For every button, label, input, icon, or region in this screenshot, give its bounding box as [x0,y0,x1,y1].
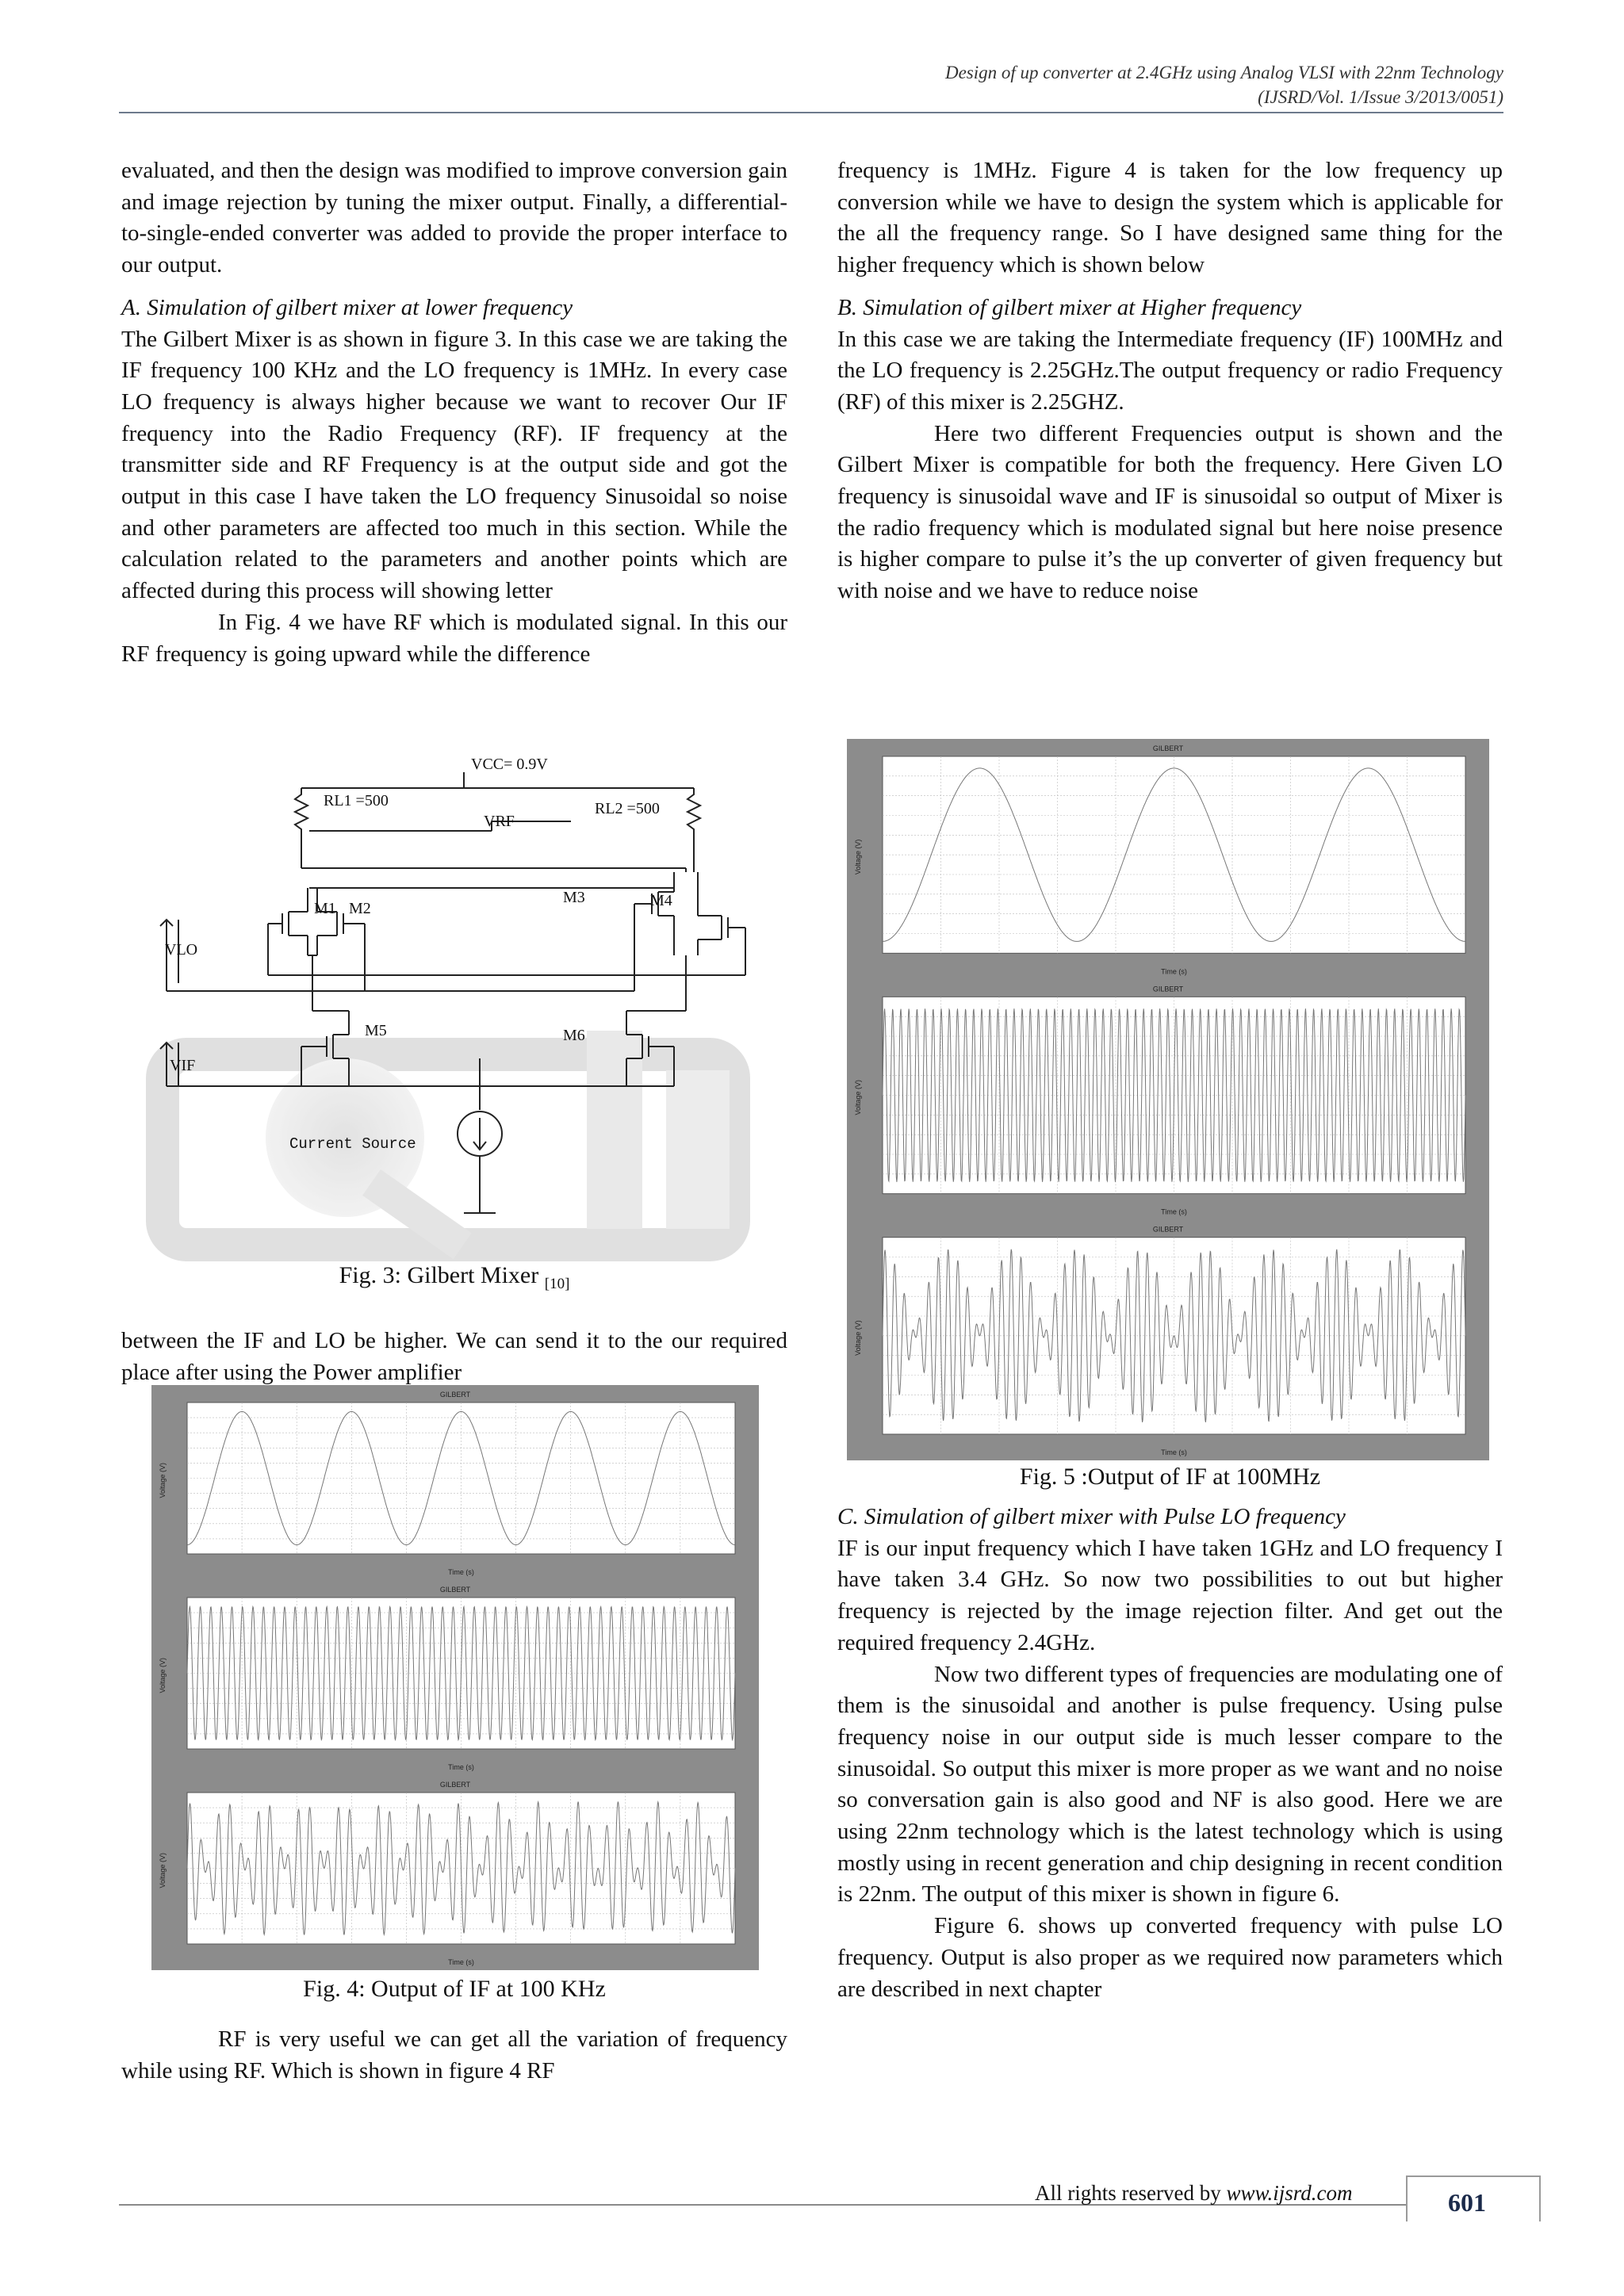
figure-3-reference: [10] [544,1276,570,1292]
left-column-middle [121,1326,787,1388]
label-m5: M5 [365,1022,387,1039]
footer-rights [1035,2181,1352,2206]
label-m2: M2 [349,900,371,917]
figure-5-plots [847,739,1489,1460]
right-paragraph-3: Here two different Frequencies output is shown and the Gilbert Mixer is compatible for both the frequency. Here Given LO frequency is sinusoidal wave and IF is sinusoidal so output of Mixer is the radio frequency which is modulated signal but here noise presence is higher compare to pulse it’s the up converter of given frequency but with noise and we have to reduce noise [837,420,1503,604]
section-c-heading: C. Simulation of gilbert mixer with Pulse LO frequency [837,1504,1346,1529]
x-axis-label: Time (s) [1161,1207,1187,1216]
y-axis-label: Voltage (V) [159,1852,167,1888]
header-title: Design of up converter at 2.4GHz using Analog VLSI with 22nm Technology [944,63,1503,82]
section-a-heading: A. Simulation of gilbert mixer at lower frequency [121,294,573,320]
waveform-panel [159,1781,735,1966]
right-paragraph-1: frequency is 1MHz. Figure 4 is taken for the low frequency up conversion while we have to design the system which is applicable for the all the frequency range. So I have designed same thing for the higher frequency which is shown below [837,158,1503,278]
y-axis-label: Voltage (V) [854,1320,862,1356]
figure-4-caption: Fig. 4: Output of IF at 100 KHz [303,1976,606,2002]
left-paragraph-1: evaluated, and then the design was modified to improve conversion gain and image rejection by tuning the mixer output. Finally, a differential-to-single-ended converter was added to provide the proper interface to our output. [121,158,787,278]
x-axis-label: Time (s) [1161,1448,1187,1456]
plot-title: GILBERT [1152,985,1184,993]
left-paragraph-3: In Fig. 4 we have RF which is modulated signal. In this our RF frequency is going upward while the difference [121,609,787,667]
plot-title: GILBERT [1152,1225,1184,1234]
plot-title: GILBERT [439,1391,471,1399]
plot-title: GILBERT [439,1781,471,1789]
y-axis-label: Voltage (V) [159,1462,167,1498]
plot-title: GILBERT [439,1586,471,1594]
section-b-heading: B. Simulation of gilbert mixer at Higher frequency [837,294,1302,320]
label-current-source: Current Source [289,1135,416,1153]
header-issue: (IJSRD/Vol. 1/Issue 3/2013/0051) [1258,87,1503,107]
label-m4: M4 [650,892,672,909]
waveform-panel [854,985,1465,1215]
figure-3-caption-text: Fig. 3: Gilbert Mixer [339,1262,539,1288]
label-vcc: VCC= 0.9V [471,756,548,773]
watermark-logo [163,1031,733,1259]
waveform-panel [854,1226,1465,1456]
label-rl1: RL1 =500 [324,792,389,809]
footer-text: All rights reserved by [1035,2181,1227,2205]
figure-4-plots [151,1385,759,1970]
x-axis-label: Time (s) [448,1763,474,1771]
y-axis-label: Voltage (V) [854,1079,862,1115]
x-axis-label: Time (s) [1161,967,1187,976]
footer-site-link[interactable]: www.ijsrd.com [1226,2181,1353,2205]
right-paragraph-6: Figure 6. shows up converted frequency with pulse LO frequency. Output is also proper as we required now parameters which are described in next chapter [837,1913,1503,2002]
waveform-panel [854,744,1465,975]
figure-3-gilbert-mixer [119,737,841,1316]
label-vrf: VRF [484,813,515,830]
left-column-bottom [121,2024,787,2087]
y-axis-label: Voltage (V) [854,839,862,875]
right-column-bottom [837,1502,1503,2005]
running-header [945,60,1503,109]
x-axis-label: Time (s) [448,1568,474,1576]
label-m3: M3 [563,889,585,906]
page-number: 601 [1448,2188,1486,2217]
label-vlo: VLO [165,941,198,959]
right-column-top [837,155,1503,607]
waveform-panel [159,1586,735,1771]
waveform-panel [159,1391,735,1576]
left-paragraph-2: The Gilbert Mixer is as shown in figure 3. In this case we are taking the IF frequency 100 KHz and the LO frequency is 1MHz. In every case LO frequency is always higher because we want to recover Our IF frequency into the Radio Frequency (RF). IF frequency at the transmitter side and RF Frequency is at the output side and got the output in this case I have taken the LO frequency Sinusoidal so noise and other parameters are affected too much in this section. While the calculation related to the parameters and another points which are affected during this process will showing letter [121,326,787,604]
right-paragraph-5: Now two different types of frequencies are modulating one of them is the sinusoidal and another is pulse frequency. Using pulse frequency noise in our output side is much lesser compare to the sinusoidal. So output this mixer is more proper as we want and no noise so conversation gain is also good and NF is also good. Here we are using 22nm technology which is the latest technology which is using mostly using in recent generation and chip designing in recent condition is 22nm. The output of this mixer is shown in figure 6. [837,1661,1503,1908]
label-vif: VIF [170,1057,196,1074]
right-paragraph-2: In this case we are taking the Intermediate frequency (IF) 100MHz and the LO frequency is 2.25GHz.The output frequency or radio Frequency (RF) of this mixer is 2.25GHZ. [837,326,1503,415]
header-divider [119,112,1503,113]
left-paragraph-4: between the IF and LO be higher. We can send it to the our required place after using the Power amplifier [121,1328,787,1385]
x-axis-label: Time (s) [448,1958,474,1966]
label-m6: M6 [563,1027,585,1044]
label-rl2: RL2 =500 [595,800,660,817]
label-m1: M1 [314,900,336,917]
schematic-wires [160,772,745,1213]
plot-title: GILBERT [1152,744,1184,752]
figure-3-caption [121,1262,787,1293]
right-paragraph-4: IF is our input frequency which I have taken 1GHz and LO frequency I have taken 3.4 GHz. So now two possibilities to out but higher frequency is rejected by the image rejection filter. And get out the required frequency 2.4GHz. [837,1535,1503,1655]
figure-5-caption: Fig. 5 :Output of IF at 100MHz [1019,1464,1321,1490]
y-axis-label: Voltage (V) [159,1657,167,1693]
left-paragraph-5: RF is very useful we can get all the variation of frequency while using RF. Which is shown in figure 4 RF [121,2026,787,2084]
left-column-top [121,155,787,670]
